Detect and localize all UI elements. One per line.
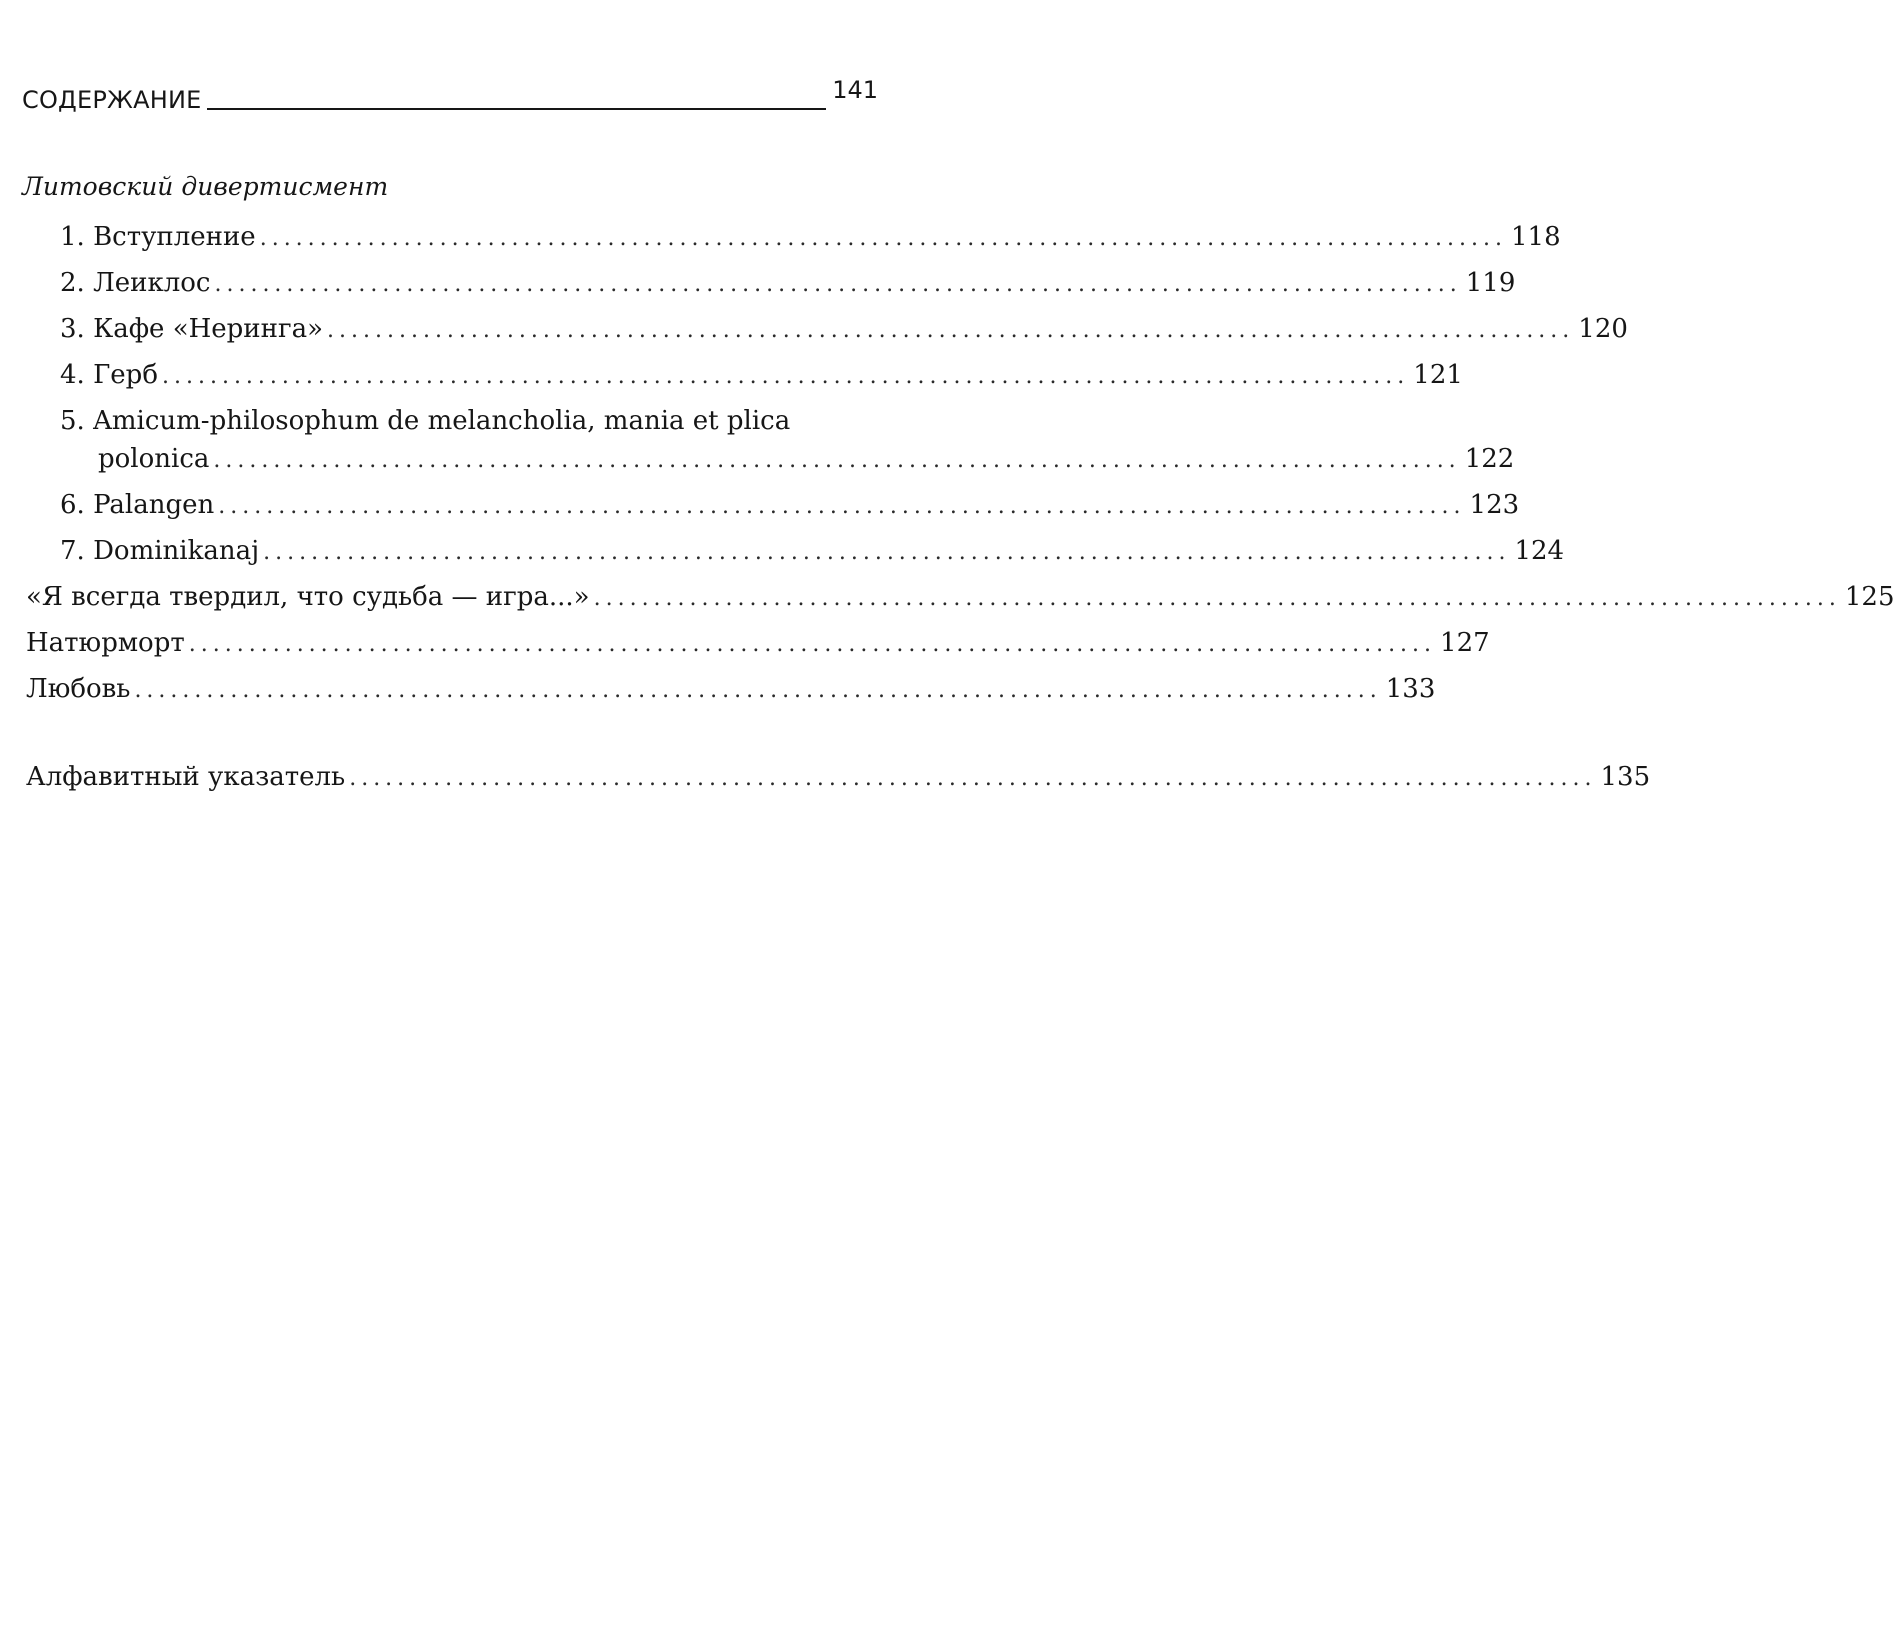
header-rule <box>207 108 826 110</box>
toc-entry[interactable] <box>98 444 1515 474</box>
toc-entry-label: 4. Герб <box>60 360 158 390</box>
dot-leader: ........................................................................................................ <box>134 678 1382 703</box>
dot-leader: ........................................................................................................ <box>161 364 1410 389</box>
dot-leader: ........................................................................................................ <box>327 318 1575 343</box>
toc-entry[interactable] <box>26 628 1490 658</box>
toc-entry[interactable] <box>60 490 1520 520</box>
toc-entry[interactable] <box>60 222 1561 252</box>
section-title: Литовский дивертисмент <box>22 172 389 201</box>
toc-entry-page: 123 <box>1469 490 1520 520</box>
toc-entry-label: Натюрморт <box>26 628 185 658</box>
dot-leader: ........................................................................................................ <box>263 540 1511 565</box>
dot-leader: ........................................................................................................ <box>218 494 1466 519</box>
toc-entry-label: 3. Кафе «Неринга» <box>60 314 323 344</box>
toc-entry-page: 124 <box>1514 536 1565 566</box>
toc-entry[interactable] <box>26 674 1436 704</box>
dot-leader: ........................................................................................................ <box>214 272 1462 297</box>
toc-entry-page: 122 <box>1464 444 1515 474</box>
toc-entry-label: 7. Dominikanaj <box>60 536 260 566</box>
toc-entry[interactable] <box>60 360 1463 390</box>
dot-leader: ........................................................................................................ <box>259 226 1507 251</box>
toc-entry-label: Любовь <box>26 674 131 704</box>
toc-entry-page: 121 <box>1413 360 1463 390</box>
toc-entry-label: «Я всегда твердил, что судьба — игра...» <box>26 582 590 612</box>
toc-entry[interactable] <box>60 268 1516 298</box>
toc-entry-page: 120 <box>1578 314 1628 344</box>
dot-leader: ........................................................................................................ <box>593 586 1841 611</box>
toc-entry[interactable] <box>26 762 1651 792</box>
toc-entry-label: 2. Леиклос <box>60 268 211 298</box>
toc-entry[interactable] <box>60 314 1628 344</box>
toc-entry-page: 125 <box>1844 582 1895 612</box>
toc-entry-label: polonica <box>98 444 210 474</box>
toc-entry-page: 118 <box>1511 222 1561 252</box>
toc-entry-page: 127 <box>1440 628 1490 658</box>
toc-entry-label-line1[interactable]: 5. Amicum-philosophum de melancholia, mania et plica <box>60 406 791 436</box>
toc-entry-label: 6. Palangen <box>60 490 215 520</box>
header-page-number: 141 <box>832 76 878 104</box>
header-title: СОДЕРЖАНИЕ <box>22 86 202 114</box>
dot-leader: ........................................................................................................ <box>188 632 1437 657</box>
toc-entry-label: 1. Вступление <box>60 222 256 252</box>
toc-entry-page: 135 <box>1600 762 1651 792</box>
dot-leader: ........................................................................................................ <box>213 448 1461 473</box>
dot-leader: ........................................................................................................ <box>349 766 1597 791</box>
toc-entry-label: Алфавитный указатель <box>26 762 346 792</box>
toc-entry[interactable] <box>26 582 1895 612</box>
toc-entry[interactable] <box>60 536 1565 566</box>
toc-entry-page: 133 <box>1385 674 1436 704</box>
toc-entry-page: 119 <box>1465 268 1516 298</box>
page-header <box>22 76 878 114</box>
